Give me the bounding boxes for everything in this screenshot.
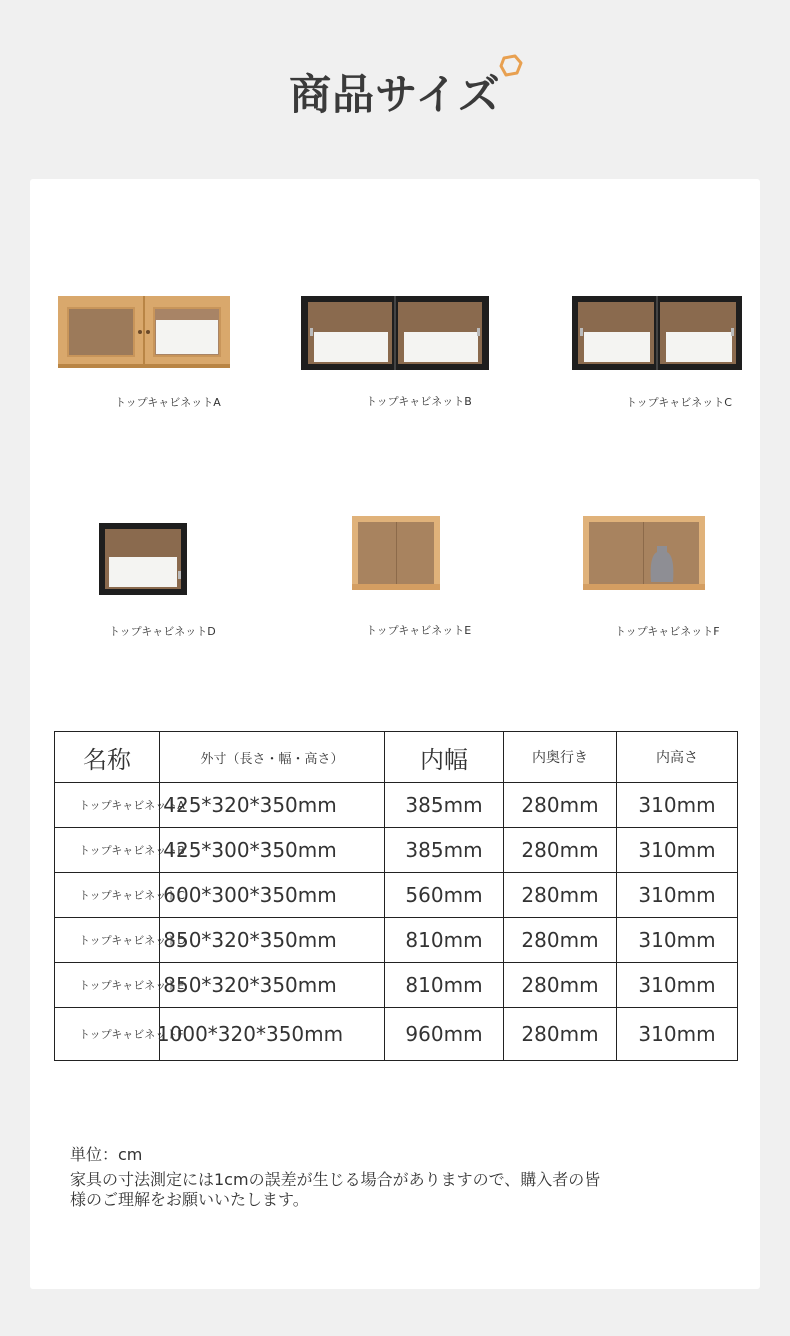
row-inner-width: 560mm: [385, 873, 504, 918]
row-name: トップキャビネットD: [79, 934, 186, 947]
table-row: [55, 1008, 738, 1061]
row-outer-size: 850*320*350mm: [163, 928, 337, 952]
table-row: [55, 918, 738, 963]
row-inner-depth: 280mm: [504, 918, 617, 963]
row-inner-depth: 280mm: [504, 963, 617, 1008]
row-outer-size: 850*320*350mm: [163, 973, 337, 997]
header-inner-width: 内幅: [385, 732, 504, 783]
row-outer-size: 1000*320*350mm: [156, 1022, 344, 1046]
product-label-e: トップキャビネットE: [366, 624, 472, 637]
row-inner-height: 310mm: [617, 828, 738, 873]
row-inner-height: 310mm: [617, 963, 738, 1008]
product-label-b: トップキャビネットB: [366, 395, 472, 408]
row-inner-depth: 280mm: [504, 1008, 617, 1061]
row-inner-depth: 280mm: [504, 873, 617, 918]
row-inner-width: 385mm: [385, 828, 504, 873]
table-row: [55, 873, 738, 918]
row-inner-height: 310mm: [617, 918, 738, 963]
size-table: [54, 731, 738, 1061]
header-inner-height: 内高さ: [617, 732, 738, 783]
row-inner-depth: 280mm: [504, 783, 617, 828]
row-outer-size: 425*300*350mm: [163, 838, 337, 862]
table-row: [55, 828, 738, 873]
header-outer-size: 外寸（長さ・幅・高さ）: [160, 732, 385, 783]
product-label-f: トップキャビネットF: [615, 625, 720, 638]
row-name: トップキャビネットB: [79, 844, 185, 857]
row-inner-depth: 280mm: [504, 828, 617, 873]
product-image-a: [58, 296, 230, 368]
row-outer-size: 600*300*350mm: [163, 883, 337, 907]
measurement-note: 家具の寸法測定には1cmの誤差が生じる場合がありますので、購入者の皆様のご理解をお願いいたします。: [70, 1170, 601, 1209]
row-inner-height: 310mm: [617, 1008, 738, 1061]
row-inner-width: 960mm: [385, 1008, 504, 1061]
page-title: 商品サイズ: [289, 70, 501, 119]
product-label-d: トップキャビネットD: [109, 625, 216, 638]
row-inner-height: 310mm: [617, 873, 738, 918]
product-image-d: [99, 523, 187, 595]
table-header-row: [55, 732, 738, 783]
row-inner-width: 810mm: [385, 963, 504, 1008]
product-label-c: トップキャビネットC: [626, 396, 732, 409]
row-inner-height: 310mm: [617, 783, 738, 828]
product-label-a: トップキャビネットA: [115, 396, 221, 409]
title-decoration-icon: [498, 53, 524, 79]
header-name: 名称: [55, 732, 160, 783]
row-name: トップキャビネットE: [79, 979, 185, 992]
table-row: [55, 963, 738, 1008]
product-image-e: [352, 516, 440, 590]
row-name: トップキャビネットC: [79, 889, 185, 902]
product-image-b: [301, 296, 489, 370]
product-image-f: [583, 516, 705, 590]
row-inner-width: 810mm: [385, 918, 504, 963]
header-inner-depth: 内奥行き: [504, 732, 617, 783]
row-outer-size: 425*320*350mm: [163, 793, 337, 817]
product-image-c: [572, 296, 742, 370]
row-name: トップキャビネットA: [79, 799, 185, 812]
row-name: トップキャビネットF: [79, 1028, 184, 1041]
table-row: [55, 783, 738, 828]
unit-note: 単位：cm: [70, 1145, 143, 1164]
row-inner-width: 385mm: [385, 783, 504, 828]
